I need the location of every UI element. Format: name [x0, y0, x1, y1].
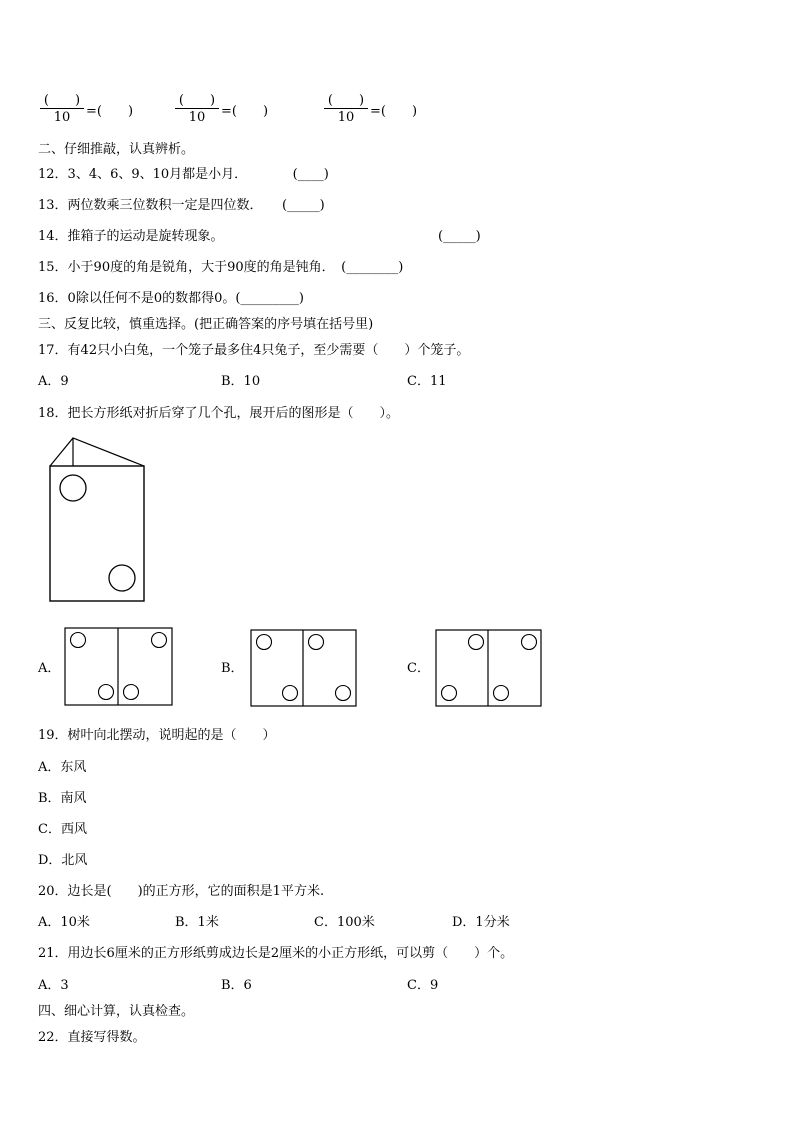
option-b-figure [250, 629, 360, 709]
question-16: 16．0除以任何不是0的数都得0。(_________) [38, 291, 304, 306]
fraction-denominator: 10 [324, 108, 368, 125]
folded-paper-figure [48, 436, 148, 604]
q20-option-d: D．1分米 [452, 915, 510, 930]
section-heading-3: 三、反复比较，慎重选择。(把正确答案的序号填在括号里) [38, 317, 374, 332]
q18-option-a-label: A． [38, 661, 61, 676]
fraction-2 [175, 89, 219, 125]
q17-option-b: B．10 [221, 374, 261, 389]
q21-option-c: C．9 [407, 978, 439, 993]
fraction-equals: =( ) [86, 104, 134, 119]
q19-option-b: B．南风 [38, 791, 87, 806]
q17-option-a: A．9 [38, 374, 69, 389]
q19-option-c: C．西风 [38, 822, 87, 837]
fraction-numerator: ( ) [43, 93, 81, 108]
fraction-numerator: ( ) [327, 93, 365, 108]
question-12: 12．3、4、6、9、10月都是小月． (____) [38, 167, 329, 182]
q20-option-b: B．1米 [175, 915, 219, 930]
section-heading-2: 二、仔细推敲，认真辨析。 [38, 142, 195, 157]
fraction-1 [40, 89, 84, 125]
question-19: 19．树叶向北摆动，说明起的是（ ） [38, 728, 276, 743]
option-c-figure [435, 629, 545, 709]
q17-option-c: C．11 [407, 374, 447, 389]
q18-option-c-label: C． [407, 661, 430, 676]
q21-option-a: A．3 [38, 978, 69, 993]
q20-option-c: C．100米 [314, 915, 375, 930]
q21-option-b: B．6 [221, 978, 252, 993]
q19-option-a: A．东风 [38, 760, 87, 775]
q20-option-a: A．10米 [38, 915, 90, 930]
question-21: 21．用边长6厘米的正方形纸剪成边长是2厘米的小正方形纸，可以剪（ ）个。 [38, 946, 514, 961]
option-a-figure [64, 627, 174, 707]
question-18: 18．把长方形纸对折后穿了几个孔，展开后的图形是（ ）。 [38, 406, 400, 421]
question-15: 15．小于90度的角是锐角，大于90度的角是钝角． (________) [38, 260, 404, 275]
section-heading-4: 四、细心计算，认真检查。 [38, 1004, 195, 1019]
fraction-3 [324, 89, 368, 125]
question-13: 13．两位数乘三位数积一定是四位数． (_____) [38, 198, 325, 213]
fraction-denominator: 10 [175, 108, 219, 125]
q18-option-b-label: B． [221, 661, 244, 676]
fraction-equals: =( ) [221, 104, 269, 119]
question-17: 17．有42只小白兔，一个笼子最多住4只兔子，至少需要（ ）个笼子。 [38, 343, 470, 358]
fraction-equals: =( ) [370, 104, 418, 119]
q19-option-d: D．北风 [38, 853, 88, 868]
question-20: 20．边长是( )的正方形，它的面积是1平方米. [38, 884, 325, 899]
question-22: 22．直接写得数。 [38, 1030, 146, 1045]
fraction-denominator: 10 [40, 108, 84, 125]
question-14: 14．推箱子的运动是旋转现象。 (_____) [38, 229, 481, 244]
fraction-numerator: ( ) [178, 93, 216, 108]
